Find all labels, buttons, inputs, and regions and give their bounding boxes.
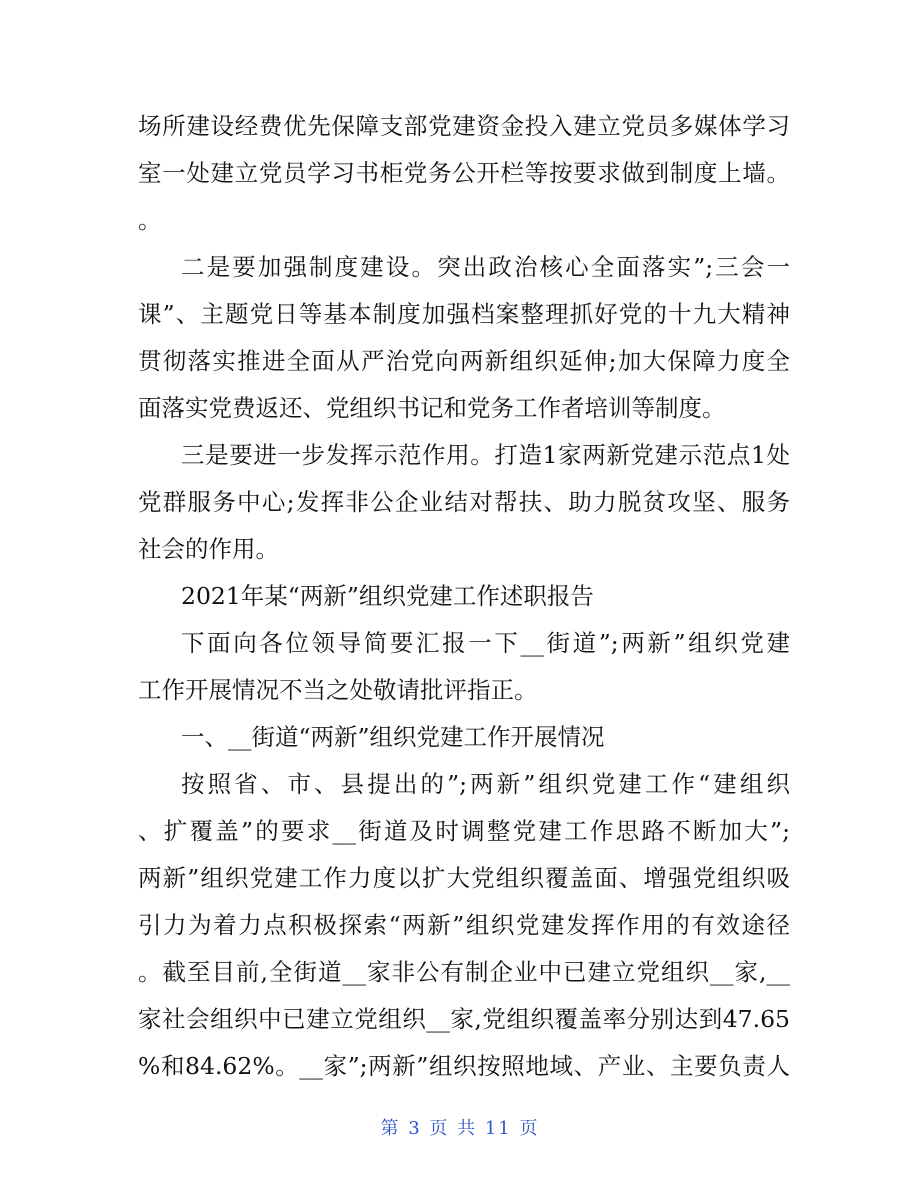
text-line: 、扩覆盖”的要求__街道及时调整党建工作思路不断加大”; (138, 817, 790, 845)
text-line: 贯彻落实推进全面从严治党向两新组织延伸;加大保障力度全 (138, 347, 790, 375)
text-line: 工作开展情况不当之处敬请批评指正。 (138, 676, 538, 704)
report-title: 2021年某“两新”组织党建工作述职报告 (181, 582, 594, 610)
text-line: 社会的作用。 (138, 535, 279, 563)
text-line: 课”、主题党日等基本制度加强档案整理抓好党的十九大精神 (138, 300, 790, 328)
text-line: 引力为着力点积极探索“两新”组织党建发挥作用的有效途径 (138, 911, 790, 939)
paragraph-first-line: 二是要加强制度建设。突出政治核心全面落实”;三会一 (181, 253, 790, 281)
paragraph-first-line: 三是要进一步发挥示范作用。打造1家两新党建示范点1处 (181, 441, 790, 469)
text-line: 党群服务中心;发挥非公企业结对帮扶、助力脱贫攻坚、服务 (138, 488, 790, 516)
text-line: %和84.62%。__家”;两新”组织按照地域、产业、主要负责人 (138, 1052, 790, 1080)
text-line: 场所建设经费优先保障支部党建资金投入建立党员多媒体学习 (138, 112, 790, 140)
text-line: 两新”组织党建工作力度以扩大党组织覆盖面、增强党组织吸 (138, 864, 790, 892)
text-line: 。截至目前,全街道__家非公有制企业中已建立党组织__家,__ (138, 958, 790, 986)
paragraph-first-line: 按照省、市、县提出的”;两新”组织党建工作“建组织 (181, 770, 790, 798)
text-line: 室一处建立党员学习书柜党务公开栏等按要求做到制度上墙。 (138, 159, 790, 187)
text-line: 。 (138, 206, 162, 234)
section-heading: 一、__街道“两新”组织党建工作开展情况 (181, 723, 605, 751)
page-footer: 第 3 页 共 11 页 (380, 1118, 540, 1139)
text-line: 面落实党费返还、党组织书记和党务工作者培训等制度。 (138, 394, 726, 422)
text-line: 家社会组织中已建立党组织__家,党组织覆盖率分别达到47.65 (138, 1005, 790, 1033)
paragraph-first-line: 下面向各位领导简要汇报一下__街道”;两新”组织党建 (181, 629, 790, 657)
